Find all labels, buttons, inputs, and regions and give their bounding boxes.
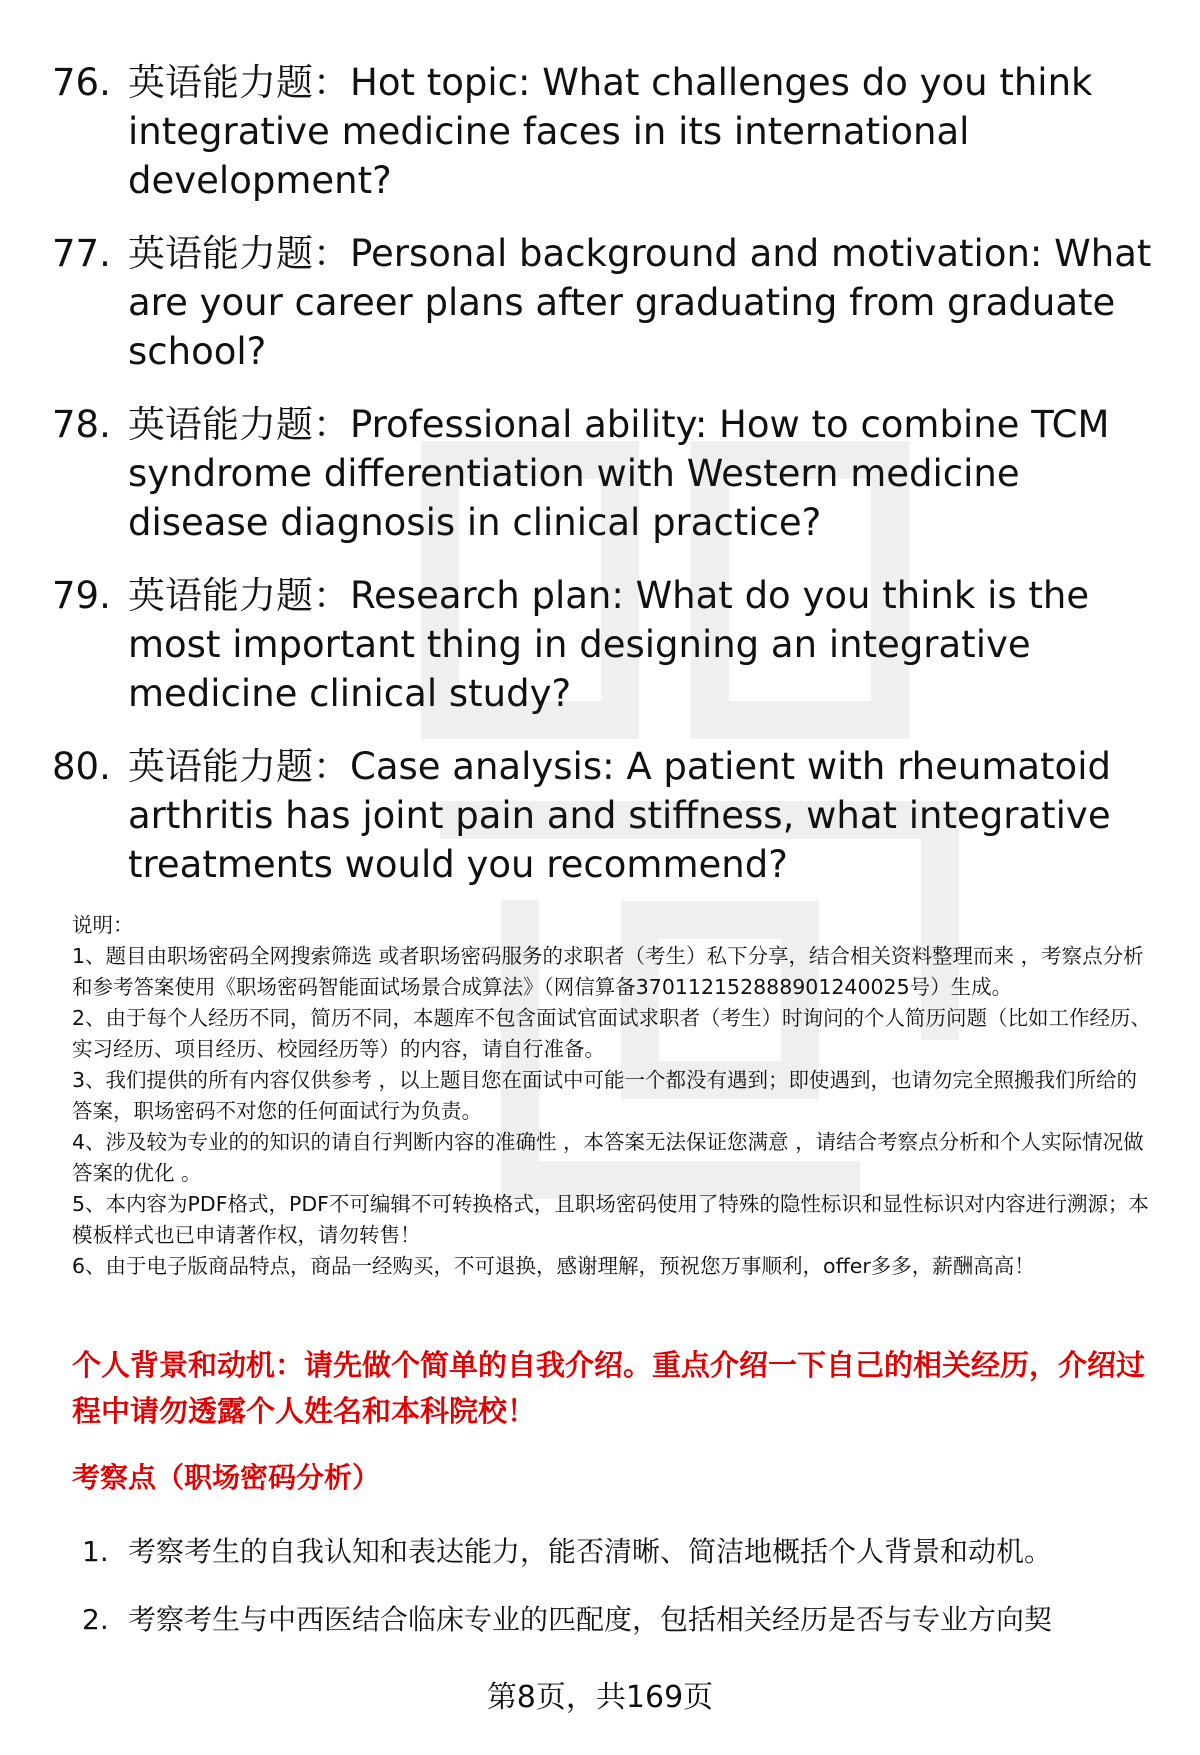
note-item: 3、我们提供的所有内容仅供参考 ，以上题目您在面试中可能一个都没有遇到；即使遇到，也请勿完全照搬我们所给的答案，职场密码不对您的任何面试行为负责。 — [72, 1068, 1138, 1123]
question-text: 英语能力题：Hot topic: What challenges do you think integrative medicine faces in its international development? — [128, 61, 1093, 202]
analysis-heading: 考察点（职场密码分析） — [72, 1461, 381, 1494]
analysis-point — [82, 1530, 1162, 1574]
analysis-list — [82, 1530, 1162, 1666]
question-list — [52, 58, 1172, 913]
question-text: 英语能力题：Case analysis: A patient with rheumatoid arthritis has joint pain and stiffness, what integrative treatments would you recommend? — [128, 745, 1111, 886]
question-item — [52, 400, 1172, 547]
question-item — [52, 571, 1172, 718]
note-item: 1、题目由职场密码全网搜索筛选 或者职场密码服务的求职者（考生）私下分享，结合相关资料整理而来 ，考察点分析和参考答案使用《职场密码智能面试场景合成算法》（网信算备370112152888901240025号）生成。 — [72, 944, 1144, 999]
analysis-point — [82, 1598, 1162, 1642]
note-item: 2、由于每个人经历不同，简历不同，本题库不包含面试官面试求职者（考生）时询问的个人简历问题（比如工作经历、实习经历、项目经历、校园经历等）的内容，请自行准备。 — [72, 1006, 1152, 1061]
analysis-point-text: 考察考生与中西医结合临床专业的匹配度，包括相关经历是否与专业方向契 — [128, 1603, 1053, 1636]
note-item: 6、由于电子版商品特点，商品一经购买，不可退换，感谢理解，预祝您万事顺利，offer多多，薪酬高高！ — [72, 1254, 1035, 1278]
notes-section — [72, 910, 1157, 1282]
question-text: 英语能力题：Professional ability: How to combine TCM syndrome differentiation with Western medicine disease diagnosis in clinical practice? — [128, 403, 1110, 544]
question-text: 英语能力题：Research plan: What do you think is the most important thing in designing an integrative medicine clinical study? — [128, 574, 1090, 715]
analysis-point-number: 1. — [82, 1535, 109, 1568]
question-text: 英语能力题：Personal background and motivation: What are your career plans after graduating from graduate school? — [128, 232, 1152, 373]
question-item — [52, 58, 1172, 205]
question-number: 79. — [52, 574, 111, 617]
notes-heading: 说明： — [72, 913, 134, 937]
page-footer: 第8页，共169页 — [486, 1680, 714, 1715]
analysis-point-text: 考察考生的自我认知和表达能力，能否清晰、简洁地概括个人背景和动机。 — [128, 1535, 1053, 1568]
note-item: 4、涉及较为专业的的知识的请自行判断内容的准确性 ，本答案无法保证您满意 ，请结合考察点分析和个人实际情况做答案的优化 。 — [72, 1130, 1144, 1185]
question-number: 77. — [52, 232, 111, 275]
question-number: 78. — [52, 403, 111, 446]
note-item: 5、本内容为PDF格式，PDF不可编辑不可转换格式，且职场密码使用了特殊的隐性标识和显性标识对内容进行溯源；本模板样式也已申请著作权，请勿转售！ — [72, 1192, 1149, 1247]
featured-question: 个人背景和动机：请先做个简单的自我介绍。重点介绍一下自己的相关经历，介绍过程中请勿透露个人姓名和本科院校！ — [72, 1348, 1146, 1428]
question-item — [52, 742, 1172, 889]
question-item — [52, 229, 1172, 376]
question-number: 80. — [52, 745, 111, 788]
question-number: 76. — [52, 61, 111, 104]
analysis-point-number: 2. — [82, 1603, 109, 1636]
